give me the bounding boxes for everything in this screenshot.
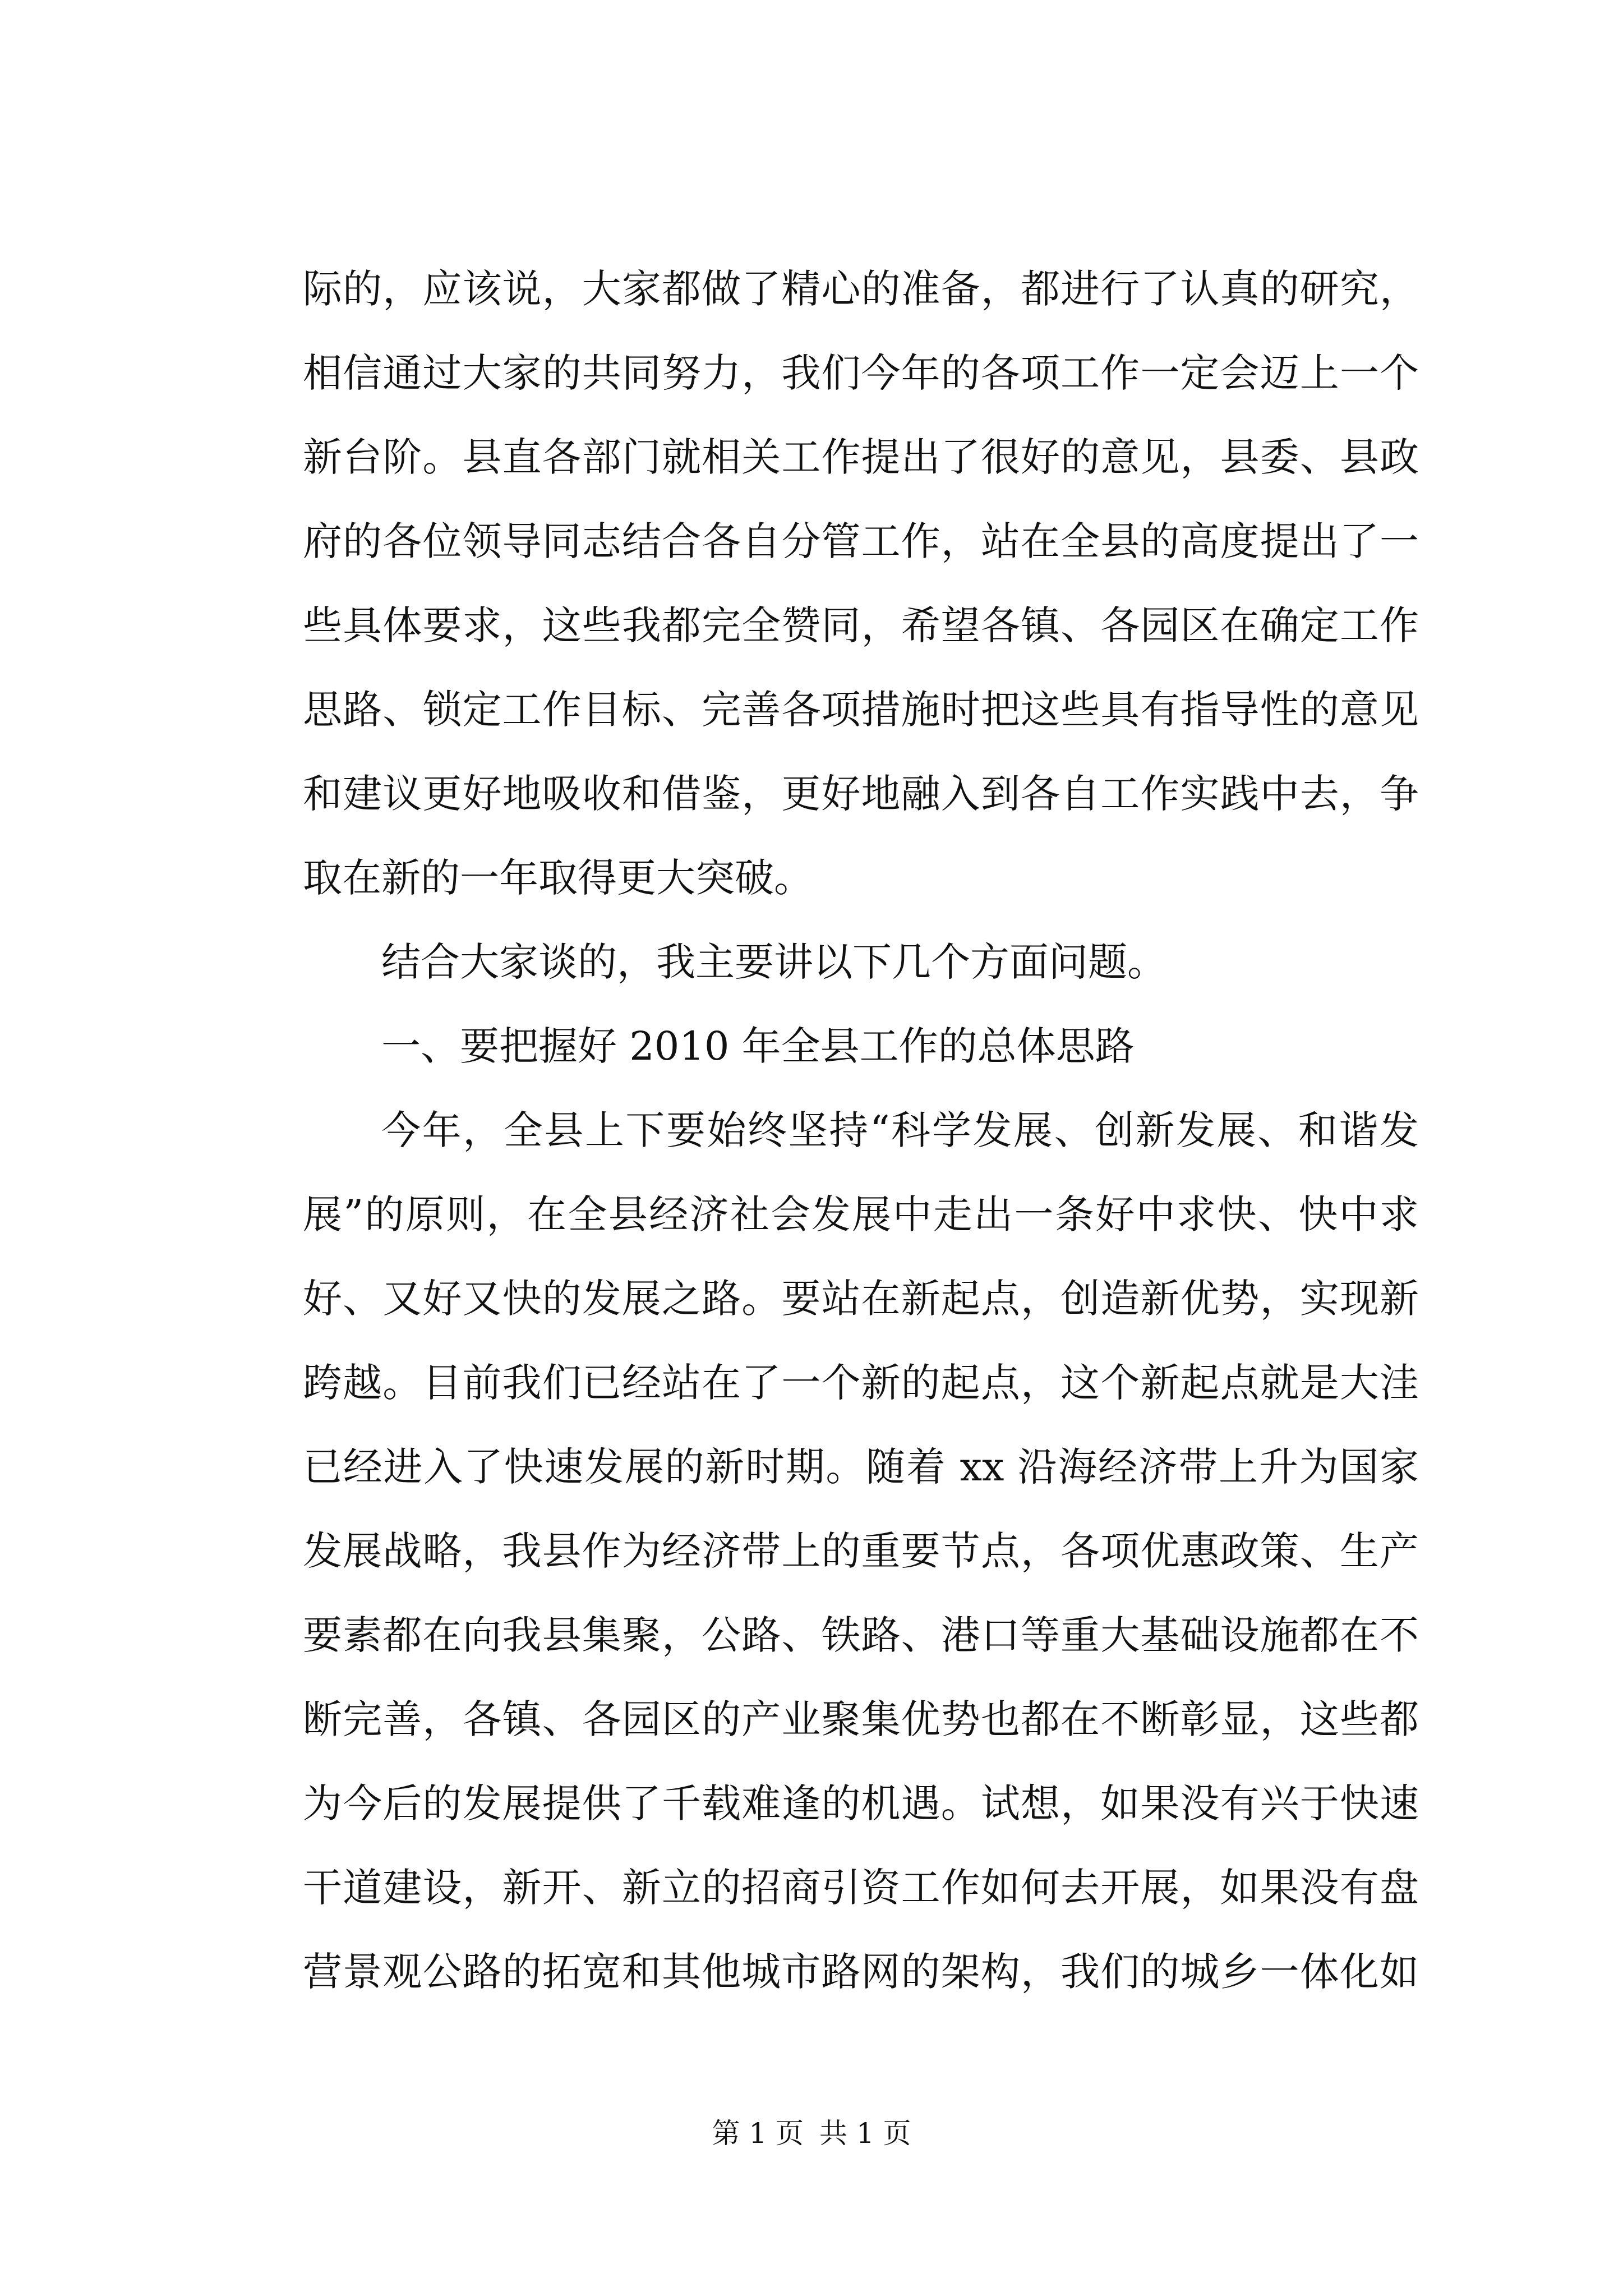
text-line: 干道建设，新开、新立的招商引资工作如何去开展，如果没有盘 xyxy=(303,1865,1419,1911)
section-heading: 一、要把握好 2010 年全县工作的总体思路 xyxy=(381,1023,1135,1069)
text-line: 些具体要求，这些我都完全赞同，希望各镇、各园区在确定工作 xyxy=(303,602,1419,648)
text-line: 要素都在向我县集聚，公路、铁路、港口等重大基础设施都在不 xyxy=(303,1612,1419,1658)
text-line: 新台阶。县直各部门就相关工作提出了很好的意见，县委、县政 xyxy=(303,434,1419,480)
text-line: 思路、锁定工作目标、完善各项措施时把这些具有指导性的意见 xyxy=(303,687,1419,733)
document-body xyxy=(303,247,1419,2014)
text-line: 营景观公路的拓宽和其他城市路网的架构，我们的城乡一体化如 xyxy=(303,1949,1419,1995)
text-line: 府的各位领导同志结合各自分管工作，站在全县的高度提出了一 xyxy=(303,518,1419,564)
text-line: 展”的原则，在全县经济社会发展中走出一条好中求快、快中求 xyxy=(303,1191,1419,1237)
page-number: 第 1 页 xyxy=(712,2117,804,2150)
text-line: 发展战略，我县作为经济带上的重要节点，各项优惠政策、生产 xyxy=(303,1528,1419,1574)
text-line: 断完善，各镇、各园区的产业聚集优势也都在不断彰显，这些都 xyxy=(303,1696,1419,1742)
page-total: 共 1 页 xyxy=(819,2117,911,2150)
text-line: 相信通过大家的共同努力，我们今年的各项工作一定会迈上一个 xyxy=(303,350,1419,396)
text-line: 跨越。目前我们已经站在了一个新的起点，这个新起点就是大洼 xyxy=(303,1360,1419,1406)
text-line: 今年，全县上下要始终坚持“科学发展、创新发展、和谐发 xyxy=(381,1107,1419,1153)
text-line: 已经进入了快速发展的新时期。随着 xx 沿海经济带上升为国家 xyxy=(303,1444,1419,1490)
text-line: 好、又好又快的发展之路。要站在新起点，创造新优势，实现新 xyxy=(303,1276,1419,1322)
text-line: 和建议更好地吸收和借鉴，更好地融入到各自工作实践中去，争 xyxy=(303,771,1419,817)
text-line: 取在新的一年取得更大突破。 xyxy=(303,855,813,901)
text-line: 结合大家谈的，我主要讲以下几个方面问题。 xyxy=(381,939,1166,985)
page-footer xyxy=(0,2114,1623,2153)
text-line: 际的，应该说，大家都做了精心的准备，都进行了认真的研究， xyxy=(303,266,1419,312)
text-line: 为今后的发展提供了千载难逢的机遇。试想，如果没有兴于快速 xyxy=(303,1780,1419,1826)
